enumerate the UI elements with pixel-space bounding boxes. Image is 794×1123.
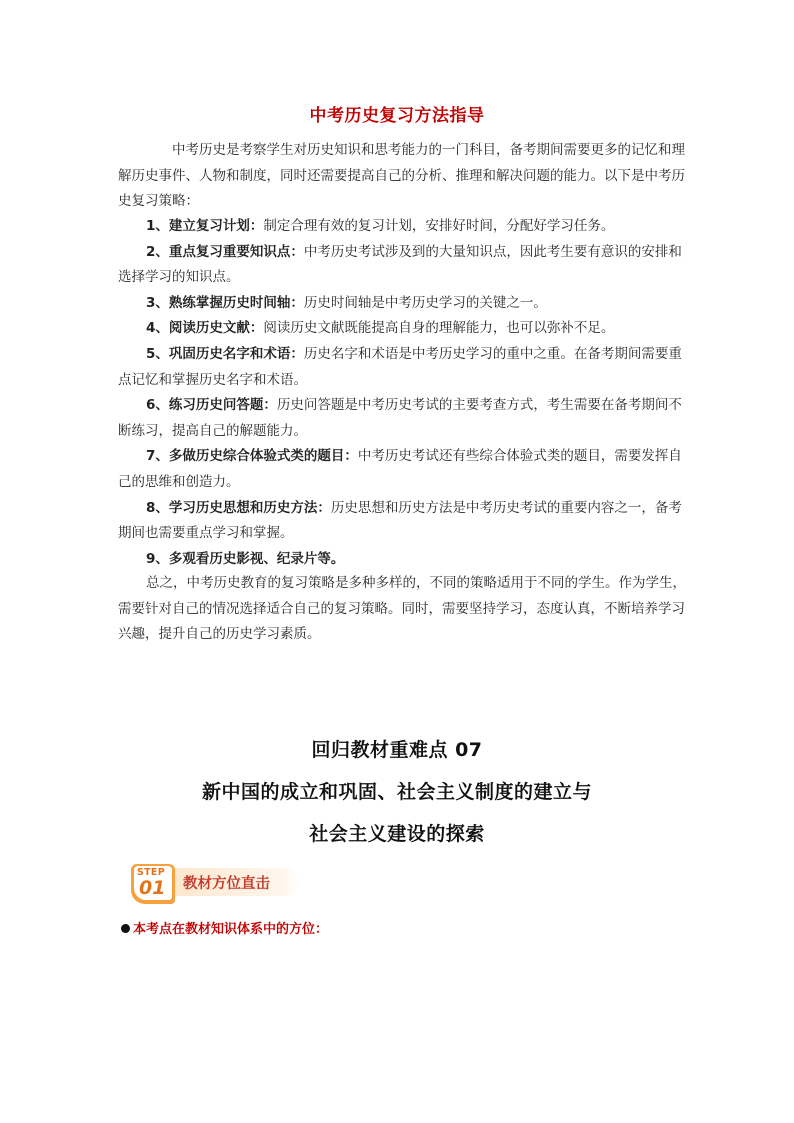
list-item: 8、学习历史思想和历史方法：历史思想和历史方法是中考历史考试的重要内容之一，备考期间也需要重点学习和掌握。 — [118, 499, 682, 542]
list-item: 2、重点复习重要知识点：中考历史考试涉及到的大量知识点，因此考生要有意识的安排和选择学习的知识点。 — [118, 243, 682, 286]
page-title: 中考历史复习方法指导 — [309, 106, 485, 126]
lesson-number-heading: 回归教材重难点 07 — [311, 739, 483, 761]
strategy-list — [118, 214, 688, 572]
section-note — [121, 918, 328, 937]
step-number: 01 — [139, 877, 166, 899]
section-note-text: 本考点在教材知识体系中的方位： — [133, 922, 329, 937]
step-label: 教材方位直击 — [183, 876, 270, 892]
list-item: 6、练习历史问答题：历史问答题是中考历史考试的主要考查方式，考生需要在备考期间不断练习，提高自己的解题能力。 — [118, 397, 682, 439]
summary-paragraph: 总之，中考历史教育的复习策略是多种多样的，不同的策略适用于不同的学生。作为学生，需要针对自己的情况选择适合自己的复习策略。同时，需要坚持学习，态度认真，不断培养学习兴趣，提升自己的历史学习素质。 — [118, 575, 686, 643]
list-item: 1、建立复习计划：制定合理有效的复习计划，安排好时间，分配好学习任务。 — [146, 218, 615, 234]
intro-paragraph: 中考历史是考察学生对历史知识和思考能力的一门科目，备考期间需要更多的记忆和理解历史事件、人物和制度，同时还需要提高自己的分析、推理和解决问题的能力。以下是中考历史复习策略： — [118, 142, 685, 210]
list-item: 4、阅读历史文献：阅读历史文献既能提高自身的理解能力，也可以弥补不足。 — [146, 320, 615, 337]
step-badge-icon — [131, 864, 175, 904]
list-item: 9、多观看历史影视、纪录片等。 — [146, 550, 345, 567]
lesson-title-line-2: 社会主义建设的探索 — [309, 823, 485, 845]
lesson-title-line-1: 新中国的成立和巩固、社会主义制度的建立与 — [201, 781, 592, 803]
step-word: STEP — [137, 867, 165, 878]
list-item: 7、多做历史综合体验式类的题目：中考历史考试还有些综合体验式类的题目，需要发挥自己的思维和创造力。 — [118, 448, 682, 490]
bullet-icon — [121, 924, 130, 933]
list-item: 3、熟练掌握历史时间轴：历史时间轴是中考历史学习的关键之一。 — [146, 294, 547, 311]
list-item: 5、巩固历史名字和术语：历史名字和术语是中考历史学习的重中之重。在备考期间需要重点记忆和掌握历史名字和术语。 — [118, 345, 682, 388]
